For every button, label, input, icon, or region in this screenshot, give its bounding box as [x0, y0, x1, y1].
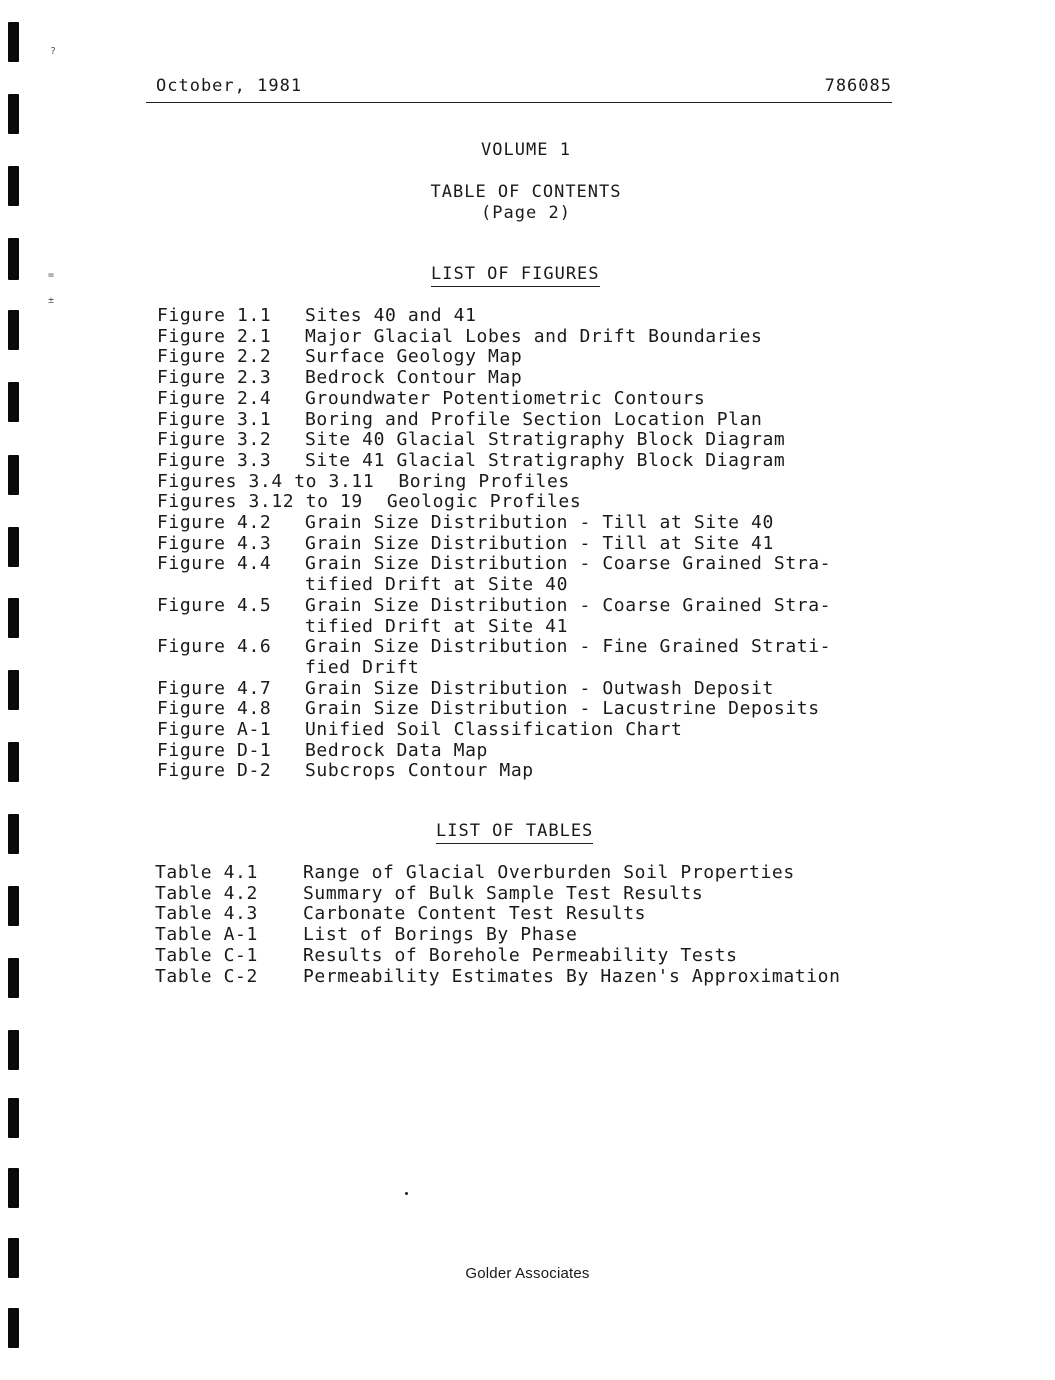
figure-entry-label: Figure 4.2 [157, 512, 272, 534]
figure-entry-title: Grain Size Distribution - Outwash Deposit [305, 677, 774, 699]
figure-entry-label: Figure 2.1 [157, 325, 272, 347]
table-entry-title: List of Borings By Phase [303, 924, 578, 946]
table-entry [155, 863, 841, 884]
figure-entry [157, 472, 831, 493]
figure-entry-label: Figure 3.2 [157, 429, 272, 451]
figure-entry [157, 761, 831, 782]
figure-entry-title: Unified Soil Classification Chart [305, 719, 683, 741]
figure-entry-label: Figure 2.3 [157, 367, 272, 389]
figure-entry-label: Figure 2.2 [157, 346, 272, 368]
table-entry-title: Results of Borehole Permeability Tests [303, 944, 738, 966]
scan-mark: = [48, 270, 55, 281]
figure-entry-label: Figure 2.4 [157, 387, 272, 409]
figure-entry-title: Boring and Profile Section Location Plan [305, 408, 763, 430]
figure-entry-title: tified Drift at Site 40 [305, 574, 569, 596]
table-entry [155, 967, 841, 988]
figure-entry-label: Figure 4.7 [157, 677, 272, 699]
header-date: October, 1981 [156, 76, 303, 96]
figure-entry-title: Bedrock Contour Map [305, 367, 523, 389]
table-entry [155, 904, 841, 925]
table-entry-title: Summary of Bulk Sample Test Results [303, 882, 704, 904]
figure-entry [157, 637, 831, 658]
figure-entry-label: Figure D-2 [157, 760, 272, 782]
figure-entry-label: Figure A-1 [157, 719, 272, 741]
figure-entry-label: Figure D-1 [157, 739, 272, 761]
figure-entry-title: Grain Size Distribution - Coarse Grained Stra- [305, 594, 832, 616]
figure-entry [157, 575, 831, 596]
figure-entry-title: Site 40 Glacial Stratigraphy Block Diagram [305, 429, 786, 451]
figure-entry-title: Surface Geology Map [305, 346, 523, 368]
figure-entry [157, 699, 831, 720]
figure-entry-title: Subcrops Contour Map [305, 760, 534, 782]
figure-entry [157, 389, 831, 410]
table-entry [155, 946, 841, 967]
figure-entry [157, 327, 831, 348]
table-entry-label: Table 4.2 [155, 882, 258, 904]
figure-entry-title: fied Drift [305, 656, 420, 678]
figure-entry-title: Sites 40 and 41 [305, 305, 477, 326]
figure-entry-title: Grain Size Distribution - Lacustrine Deposits [305, 698, 820, 720]
table-entry-label: Table A-1 [155, 924, 258, 946]
figure-entry [157, 617, 831, 638]
figure-entry-label: Figure 4.3 [157, 532, 272, 554]
figure-entry-label: Figure 4.5 [157, 594, 272, 616]
header-document-number: 786085 [824, 76, 892, 96]
figure-entry-title: Groundwater Potentiometric Contours [305, 387, 706, 409]
table-entry [155, 925, 841, 946]
table-entry-title: Range of Glacial Overburden Soil Properties [303, 862, 795, 883]
tables-heading: LIST OF TABLES [436, 821, 593, 841]
page-header [146, 76, 892, 103]
figure-entry [157, 658, 831, 679]
figure-entry-label: Figure 3.3 [157, 449, 272, 471]
figure-entry-label: Figure 4.4 [157, 553, 272, 575]
tables-list [155, 863, 841, 987]
figure-entry-title: Grain Size Distribution - Till at Site 41 [305, 532, 774, 554]
figure-entry [157, 513, 831, 534]
figure-entry [157, 368, 831, 389]
figure-entry-label: Figure 3.1 [157, 408, 272, 430]
figure-entry [157, 347, 831, 368]
figure-entry-label: Figures 3.12 to 19 [157, 491, 363, 513]
figure-entry [157, 554, 831, 575]
figure-entry-label: Figures 3.4 to 3.11 [157, 470, 375, 492]
scan-mark: ± [48, 295, 55, 306]
figure-entry [157, 306, 831, 327]
figure-entry-title: Grain Size Distribution - Coarse Grained Stra- [305, 553, 832, 575]
figure-entry [157, 451, 831, 472]
binder-holes [0, 0, 40, 1380]
figure-entry-title: Grain Size Distribution - Till at Site 40 [305, 512, 774, 534]
figure-entry [157, 679, 831, 700]
scan-mark: ? [50, 46, 57, 57]
figure-entry [157, 492, 831, 513]
figure-entry [157, 720, 831, 741]
figure-entry-label: Figure 4.6 [157, 636, 272, 658]
figure-entry-label: Figure 1.1 [157, 305, 272, 326]
figure-entry-title: Grain Size Distribution - Fine Grained Strati- [305, 636, 832, 658]
table-entry-label: Table C-2 [155, 965, 258, 987]
figures-heading: LIST OF FIGURES [431, 264, 600, 284]
figure-entry-title: Site 41 Glacial Stratigraphy Block Diagram [305, 449, 786, 471]
toc-title: TABLE OF CONTENTS [430, 182, 622, 202]
figure-entry [157, 534, 831, 555]
figure-entry-title: Boring Profiles [398, 470, 570, 492]
figure-entry [157, 596, 831, 617]
figure-entry [157, 741, 831, 762]
table-entry [155, 884, 841, 905]
toc-page: (Page 2) [481, 203, 571, 223]
figure-entry-title: tified Drift at Site 41 [305, 615, 569, 637]
footer-company: Golder Associates [465, 1265, 590, 1282]
volume-title: VOLUME 1 [481, 140, 571, 160]
table-entry-label: Table 4.3 [155, 903, 258, 925]
table-entry-label: Table C-1 [155, 944, 258, 966]
figures-list [157, 306, 831, 782]
figure-entry-label: Figure 4.8 [157, 698, 272, 720]
figure-entry [157, 410, 831, 431]
table-entry-label: Table 4.1 [155, 862, 258, 883]
figure-entry [157, 430, 831, 451]
figure-entry-title: Geologic Profiles [386, 491, 582, 513]
figure-entry-title: Bedrock Data Map [305, 739, 488, 761]
table-entry-title: Carbonate Content Test Results [303, 903, 647, 925]
table-entry-title: Permeability Estimates By Hazen's Approximation [303, 965, 841, 987]
scan-speck [405, 1192, 408, 1195]
figure-entry-title: Major Glacial Lobes and Drift Boundaries [305, 325, 763, 347]
